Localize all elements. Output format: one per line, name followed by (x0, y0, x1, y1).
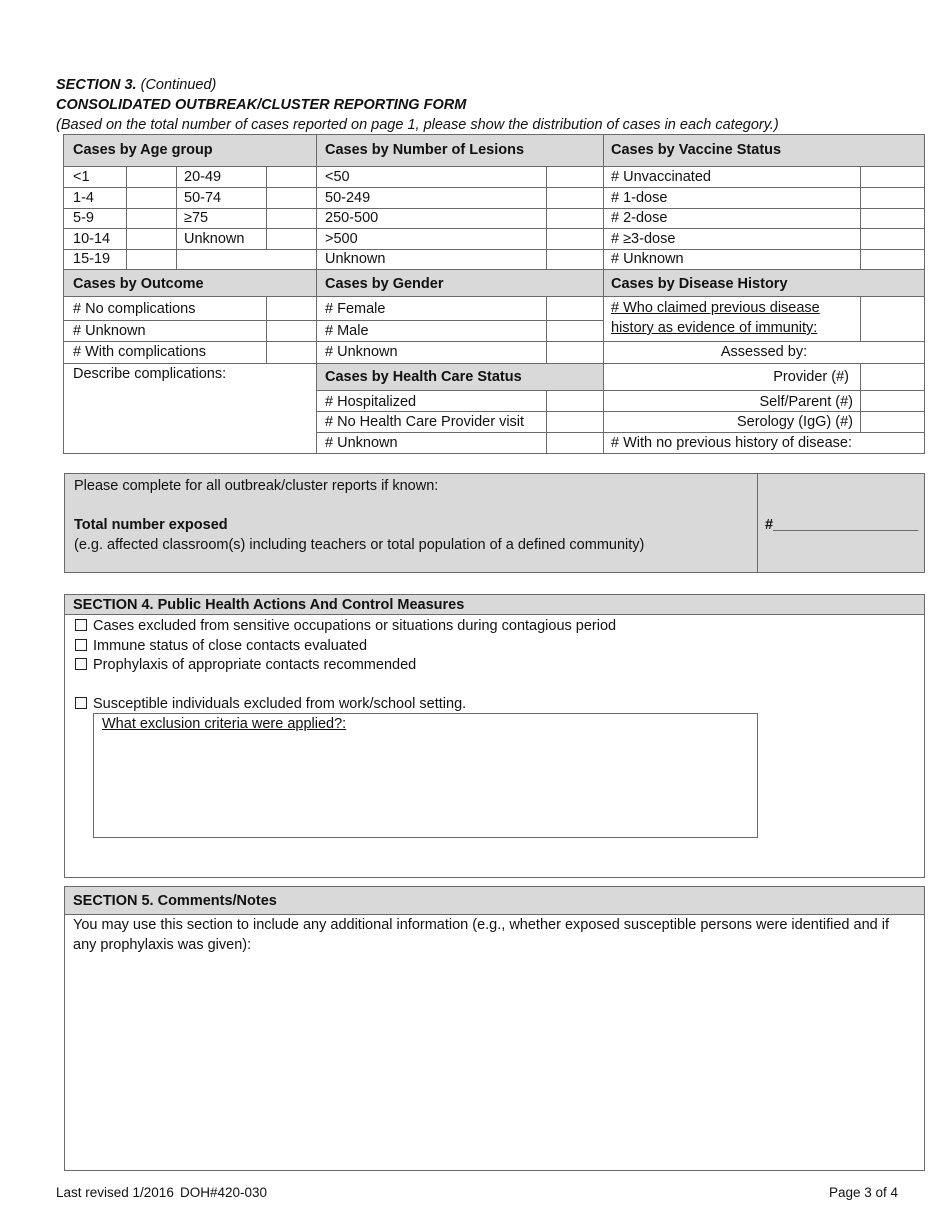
footer-revised: Last revised 1/2016 (56, 1185, 174, 1200)
lesions-label: <50 (325, 169, 350, 185)
claimed-immunity-label-line1: # Who claimed previous disease (611, 300, 820, 316)
lesions-label: >500 (325, 231, 358, 247)
age-label: Unknown (184, 231, 245, 247)
total-exposed-box (64, 473, 925, 573)
section5-title: SECTION 5. Comments/Notes (73, 893, 277, 909)
continued-label: (Continued) (140, 77, 217, 93)
footer-doc-number: DOH#420-030 (180, 1185, 268, 1200)
outcome-label: # No complications (73, 301, 196, 317)
assessed-by-label: Assessed by: (720, 344, 808, 360)
form-instruction: (Based on the total number of cases reported on page 1, please show the distribution of cases in each category.) (56, 117, 779, 133)
age-label: 5-9 (73, 210, 94, 226)
age-group-heading: Cases by Age group (73, 142, 213, 158)
checkbox[interactable] (75, 658, 87, 670)
exclusion-criteria-label: What exclusion criteria were applied?: (102, 716, 347, 732)
age-label: ≥75 (184, 210, 209, 226)
outcome-heading: Cases by Outcome (73, 276, 204, 292)
age-label: 10-14 (73, 231, 111, 247)
gender-label: # Unknown (325, 344, 398, 360)
total-exposed-input[interactable]: #__________________ (765, 517, 919, 533)
gender-heading: Cases by Gender (325, 276, 444, 292)
comments-area[interactable] (73, 959, 913, 1159)
section5-body: You may use this section to include any additional information (e.g., whether exposed susceptible persons were identified and if any prophylaxis was given): (73, 917, 889, 953)
susceptible-excluded-item: Susceptible individuals excluded from work/school setting. (75, 694, 466, 714)
age-label: 20-49 (184, 169, 222, 185)
outcome-label: # With complications (73, 344, 206, 360)
gender-label: # Female (325, 301, 386, 317)
vaccine-label: # Unvaccinated (611, 169, 711, 185)
section5-box (64, 886, 925, 1171)
outcome-label: # Unknown (73, 323, 146, 339)
section-heading (56, 75, 216, 95)
disease-history-heading: Cases by Disease History (611, 276, 788, 292)
no-history-label: # With no previous history of disease: (611, 435, 852, 451)
vaccine-label: # 2-dose (611, 210, 668, 226)
age-label: <1 (73, 169, 90, 185)
age-label: 15-19 (73, 251, 111, 267)
vaccine-label: # 1-dose (611, 190, 668, 206)
checkbox[interactable] (75, 697, 87, 709)
exposed-description: (e.g. affected classroom(s) including teachers or total population of a defined community) (74, 537, 645, 553)
checkbox[interactable] (75, 619, 87, 631)
section4-box (64, 594, 925, 878)
lesions-label: Unknown (325, 251, 386, 267)
exposed-intro: Please complete for all outbreak/cluster reports if known: (74, 478, 439, 494)
health-care-label: # Hospitalized (325, 394, 417, 410)
vaccine-label: # ≥3-dose (611, 231, 676, 247)
provider-label: Provider (#) (773, 369, 849, 385)
control-measure-item: Immune status of close contacts evaluated (75, 636, 367, 656)
checkbox[interactable] (75, 639, 87, 651)
section-label: SECTION 3. (56, 77, 137, 93)
control-measure-item: Prophylaxis of appropriate contacts recommended (75, 655, 416, 675)
health-care-label: # Unknown (325, 435, 398, 451)
lesions-heading: Cases by Number of Lesions (325, 142, 525, 158)
age-label: 50-74 (184, 190, 222, 206)
exposed-title: Total number exposed (74, 517, 228, 533)
vaccine-label: # Unknown (611, 251, 684, 267)
footer-page-number: Page 3 of 4 (829, 1185, 899, 1200)
self-parent-label: Self/Parent (#) (759, 394, 853, 410)
lesions-label: 250-500 (325, 210, 379, 226)
form-title: CONSOLIDATED OUTBREAK/CLUSTER REPORTING FORM (56, 97, 467, 113)
describe-complications-label: Describe complications: (73, 366, 227, 382)
exclusion-criteria-field[interactable] (93, 713, 758, 838)
vaccine-status-heading: Cases by Vaccine Status (611, 142, 782, 158)
control-measure-item: Cases excluded from sensitive occupations or situations during contagious period (75, 616, 616, 636)
case-distribution-table (63, 134, 925, 454)
health-care-heading: Cases by Health Care Status (325, 369, 522, 385)
lesions-label: 50-249 (325, 190, 371, 206)
claimed-immunity-label-line2: history as evidence of immunity: (611, 320, 818, 336)
health-care-label: # No Health Care Provider visit (325, 414, 525, 430)
age-label: 1-4 (73, 190, 94, 206)
section4-title: SECTION 4. Public Health Actions And Control Measures (73, 597, 465, 613)
serology-label: Serology (IgG) (#) (736, 414, 853, 430)
gender-label: # Male (325, 323, 369, 339)
